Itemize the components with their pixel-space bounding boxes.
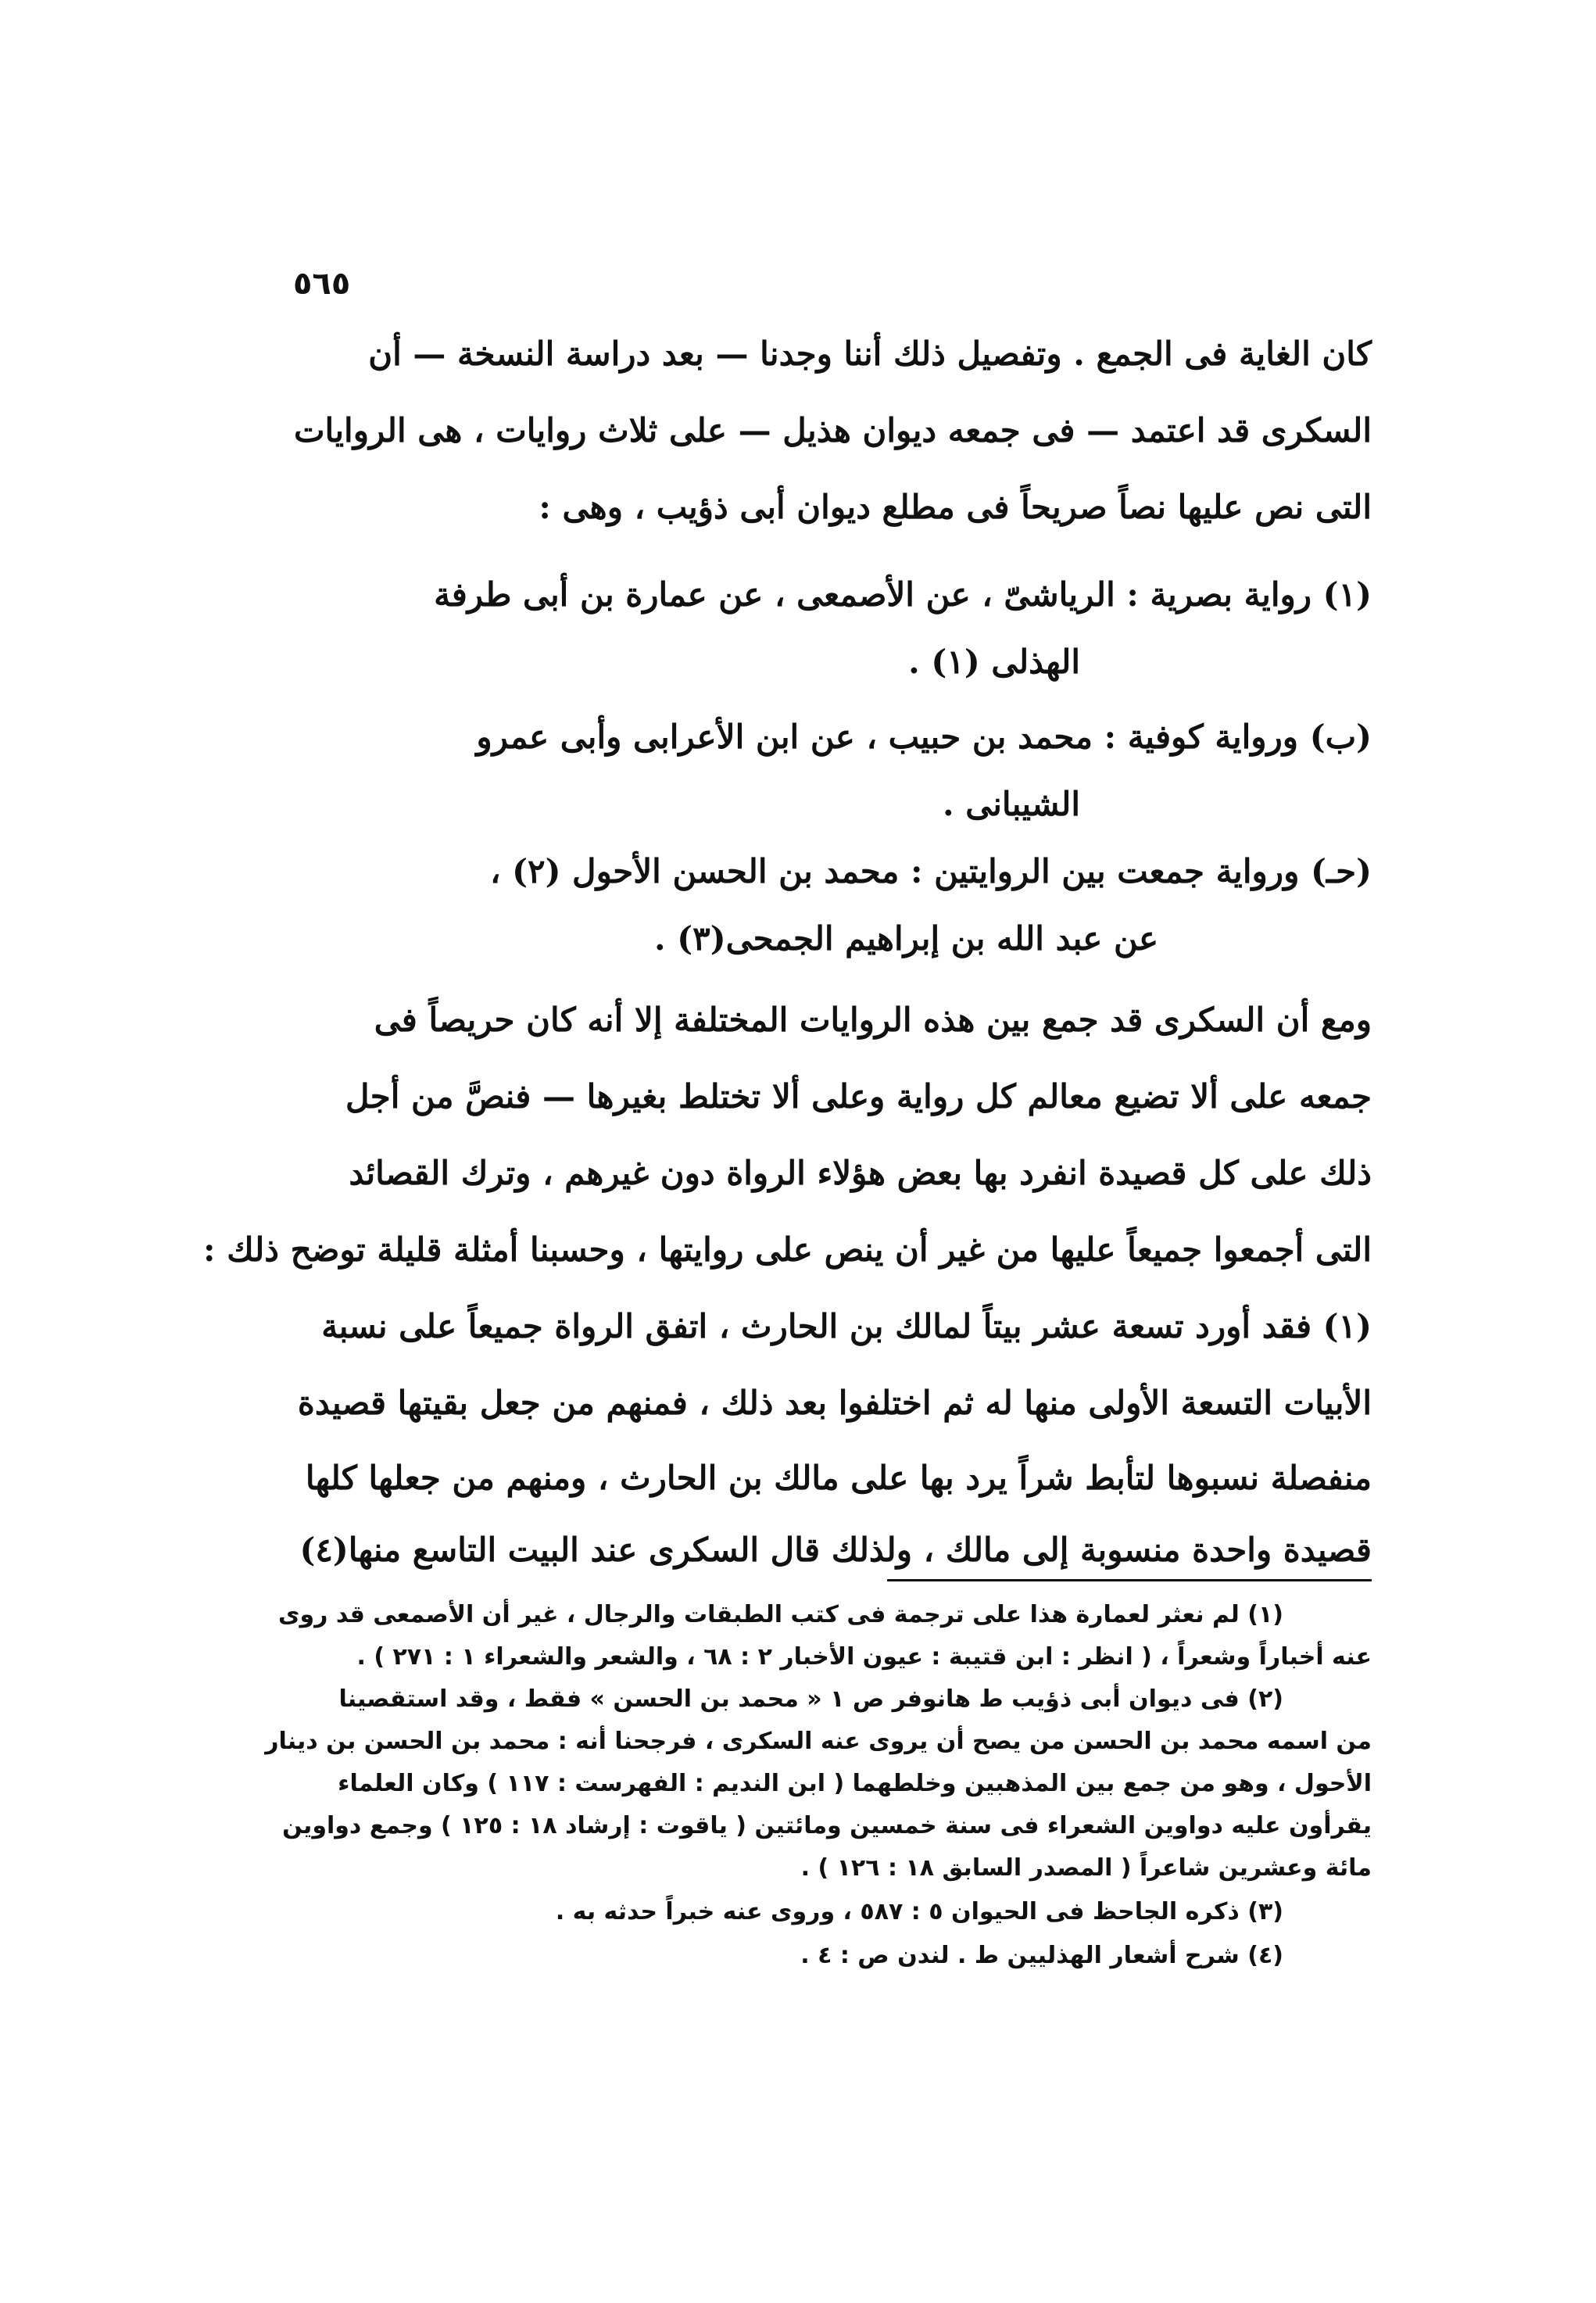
footnote-line: (٣) ذكره الجاحظ فى الحيوان ٥ : ٥٨٧ ، وروى عنه خبراً حدثه به .: [555, 1898, 1283, 1925]
list-item-line: الهذلى (١) .: [908, 643, 1080, 681]
footnote-line: يقرأون عليه دواوين الشعراء فى سنة خمسين ومائتين ( ياقوت : إرشاد ١٨ : ١٢٥ ) وجمع دواوين: [282, 1812, 1372, 1839]
footnote-separator: [887, 1579, 1372, 1581]
paragraph-line: جمعه على ألا تضيع معالم كل رواية وعلى ألا تختلط بغيرها — فنصَّ من أجل: [345, 1077, 1372, 1116]
list-item-line: (حـ) ورواية جمعت بين الروايتين : محمد بن الحسن الأحول (٢) ،: [489, 852, 1372, 890]
list-item-line: (ب) ورواية كوفية : محمد بن حبيب ، عن ابن الأعرابى وأبى عمرو: [476, 718, 1372, 756]
list-item-line: الشيبانى .: [942, 785, 1080, 823]
footnote-line: من اسمه محمد بن الحسن من يصح أن يروى عنه السكرى ، فرجحنا أنه : محمد بن الحسن بن دينار: [265, 1728, 1372, 1755]
footnote-line: مائة وعشرين شاعراً ( المصدر السابق ١٨ : ١٢٦ ) .: [800, 1854, 1372, 1882]
list-item-line: عن عبد الله بن إبراهيم الجمحى(٣) .: [654, 919, 1158, 958]
intro-line: التى نص عليها نصاً صريحاً فى مطلع ديوان أبى ذؤيب ، وهى :: [539, 488, 1372, 526]
paragraph-line: قصيدة واحدة منسوبة إلى مالك ، ولذلك قال السكرى عند البيت التاسع منها(٤): [299, 1531, 1372, 1569]
paragraph-line: منفصلة نسبوها لتأبط شراً يرد بها على مالك بن الحارث ، ومنهم من جعلها كلها: [305, 1459, 1372, 1497]
list-item-line: (١) رواية بصرية : الرياشىّ ، عن الأصمعى ، عن عمارة بن أبى طرفة: [434, 575, 1372, 614]
intro-line: كان الغاية فى الجمع . وتفصيل ذلك أننا وجدنا — بعد دراسة النسخة — أن: [368, 335, 1372, 373]
intro-line: السكرى قد اعتمد — فى جمعه ديوان هذيل — على ثلاث روايات ، هى الروايات: [294, 411, 1372, 449]
paragraph-line: التى أجمعوا جميعاً عليها من غير أن ينص على روايتها ، وحسبنا أمثلة قليلة توضح ذلك :: [202, 1230, 1372, 1269]
footnote-line: الأحول ، وهو من جمع بين المذهبين وخلطهما ( ابن النديم : الفهرست : ١١٧ ) وكان العلماء: [338, 1770, 1372, 1797]
paragraph-line: ذلك على كل قصيدة انفرد بها بعض هؤلاء الرواة دون غيرهم ، وترك القصائد: [349, 1154, 1372, 1192]
footnote-line: (٤) شرح أشعار الهذليين ط . لندن ص : ٤ .: [800, 1942, 1283, 1969]
paragraph-line: (١) فقد أورد تسعة عشر بيتاً لمالك بن الحارث ، اتفق الرواة جميعاً على نسبة: [321, 1307, 1372, 1345]
footnote-line: (١) لم نعثر لعمارة هذا على ترجمة فى كتب الطبقات والرجال ، غير أن الأصمعى قد روى: [278, 1601, 1283, 1628]
paragraph-line: ومع أن السكرى قد جمع بين هذه الروايات المختلفة إلا أنه كان حريصاً فى: [374, 1001, 1372, 1039]
paragraph-line: الأبيات التسعة الأولى منها له ثم اختلفوا بعد ذلك ، فمنهم من جعل بقيتها قصيدة: [297, 1384, 1372, 1422]
page-number: ٥٦٥: [293, 266, 351, 302]
footnote-line: (٢) فى ديوان أبى ذؤيب ط هانوفر ص ١ « محمد بن الحسن » فقط ، وقد استقصينا: [338, 1685, 1283, 1713]
footnote-line: عنه أخباراً وشعراً ، ( انظر : ابن قتيبة : عيون الأخبار ٢ : ٦٨ ، والشعر والشعراء ١ : ٢٧١ ) .: [356, 1643, 1372, 1671]
